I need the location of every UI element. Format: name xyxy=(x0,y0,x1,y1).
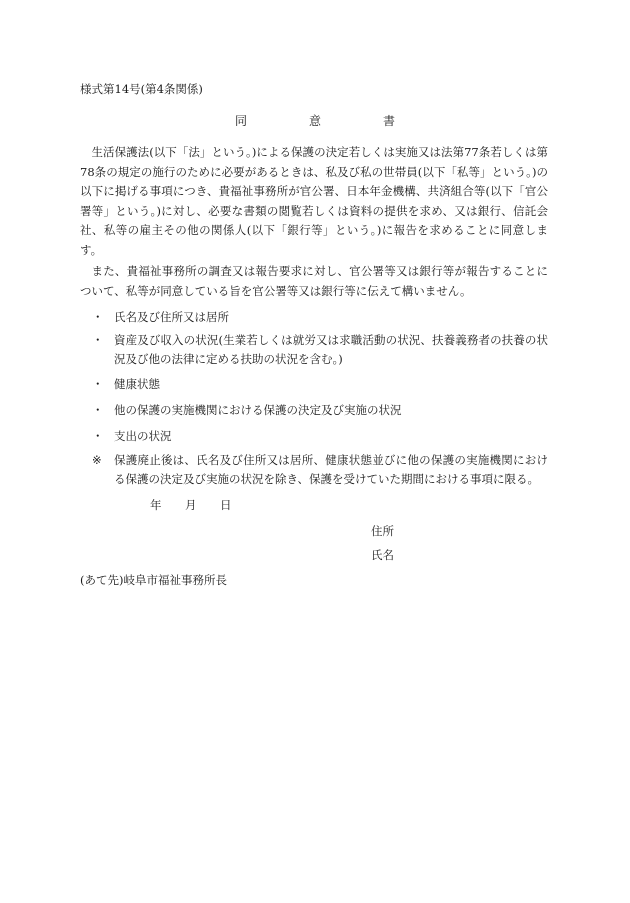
consent-paragraph-2: また、貴福祉事務所の調査又は報告要求に対し、官公署等又は銀行等が報告することについて、私等が同意している旨を官公署等又は銀行等に伝えて構いません。 xyxy=(80,264,548,298)
bullet-mark: ・ xyxy=(92,403,104,417)
list-item-text: 他の保護の実施機関における保護の決定及び実施の状況 xyxy=(114,403,402,417)
list-item-text: 健康状態 xyxy=(114,377,160,391)
list-item xyxy=(92,331,548,368)
addressee: (あて先)岐阜市福祉事務所長 xyxy=(80,573,227,587)
consent-paragraph-1: 生活保護法(以下「法」という。)による保護の決定若しくは実施又は法第77条若しくは第78条の規定の施行のために必要があるときは、私及び私の世帯員(以下「私等」という。)の以下に掲げる事項につき、貴福祉事務所が官公署、日本年金機構、共済組合等(以下「官公署等」という。)に対し、必要な書類の閲覧若しくは資料の提供を求め、又は銀行、信託会社、私等の雇主その他の関係人(以下「銀行等」という。)に報告を求めることに同意します。 xyxy=(80,145,548,257)
list-item xyxy=(92,401,548,420)
list-item xyxy=(92,375,548,394)
bullet-mark: ・ xyxy=(92,377,104,391)
bullet-mark: ・ xyxy=(92,333,104,347)
list-item-text: 資産及び収入の状況(生業若しくは就労又は求職活動の状況、扶養義務者の扶養の状況及び他の法律に定める扶助の状況を含む。) xyxy=(114,333,548,366)
date-day-label: 日 xyxy=(220,498,232,512)
list-item-text: 支出の状況 xyxy=(114,429,172,443)
bullet-mark: ・ xyxy=(92,310,104,324)
title-char-3: 書 xyxy=(382,114,395,128)
document-title xyxy=(235,112,395,129)
date-month-label: 月 xyxy=(185,498,197,512)
post-discontinuation-note xyxy=(92,451,548,488)
form-number: 様式第14号(第4条関係) xyxy=(80,82,203,96)
address-label: 住所 xyxy=(371,524,394,538)
list-item xyxy=(92,308,548,327)
bullet-mark: ・ xyxy=(92,429,104,443)
list-item xyxy=(92,427,548,446)
date-line xyxy=(150,497,232,513)
date-year-label: 年 xyxy=(150,498,162,512)
name-label: 氏名 xyxy=(371,548,394,562)
list-item-text: 氏名及び住所又は居所 xyxy=(114,310,229,324)
title-char-2: 意 xyxy=(308,114,321,128)
note-mark: ※ xyxy=(92,453,102,467)
title-char-1: 同 xyxy=(235,114,248,128)
note-text: 保護廃止後は、氏名及び住所又は居所、健康状態並びに他の保護の実施機関における保護の決定及び実施の状況を除き、保護を受けていた期間における事項に限る。 xyxy=(114,453,548,486)
